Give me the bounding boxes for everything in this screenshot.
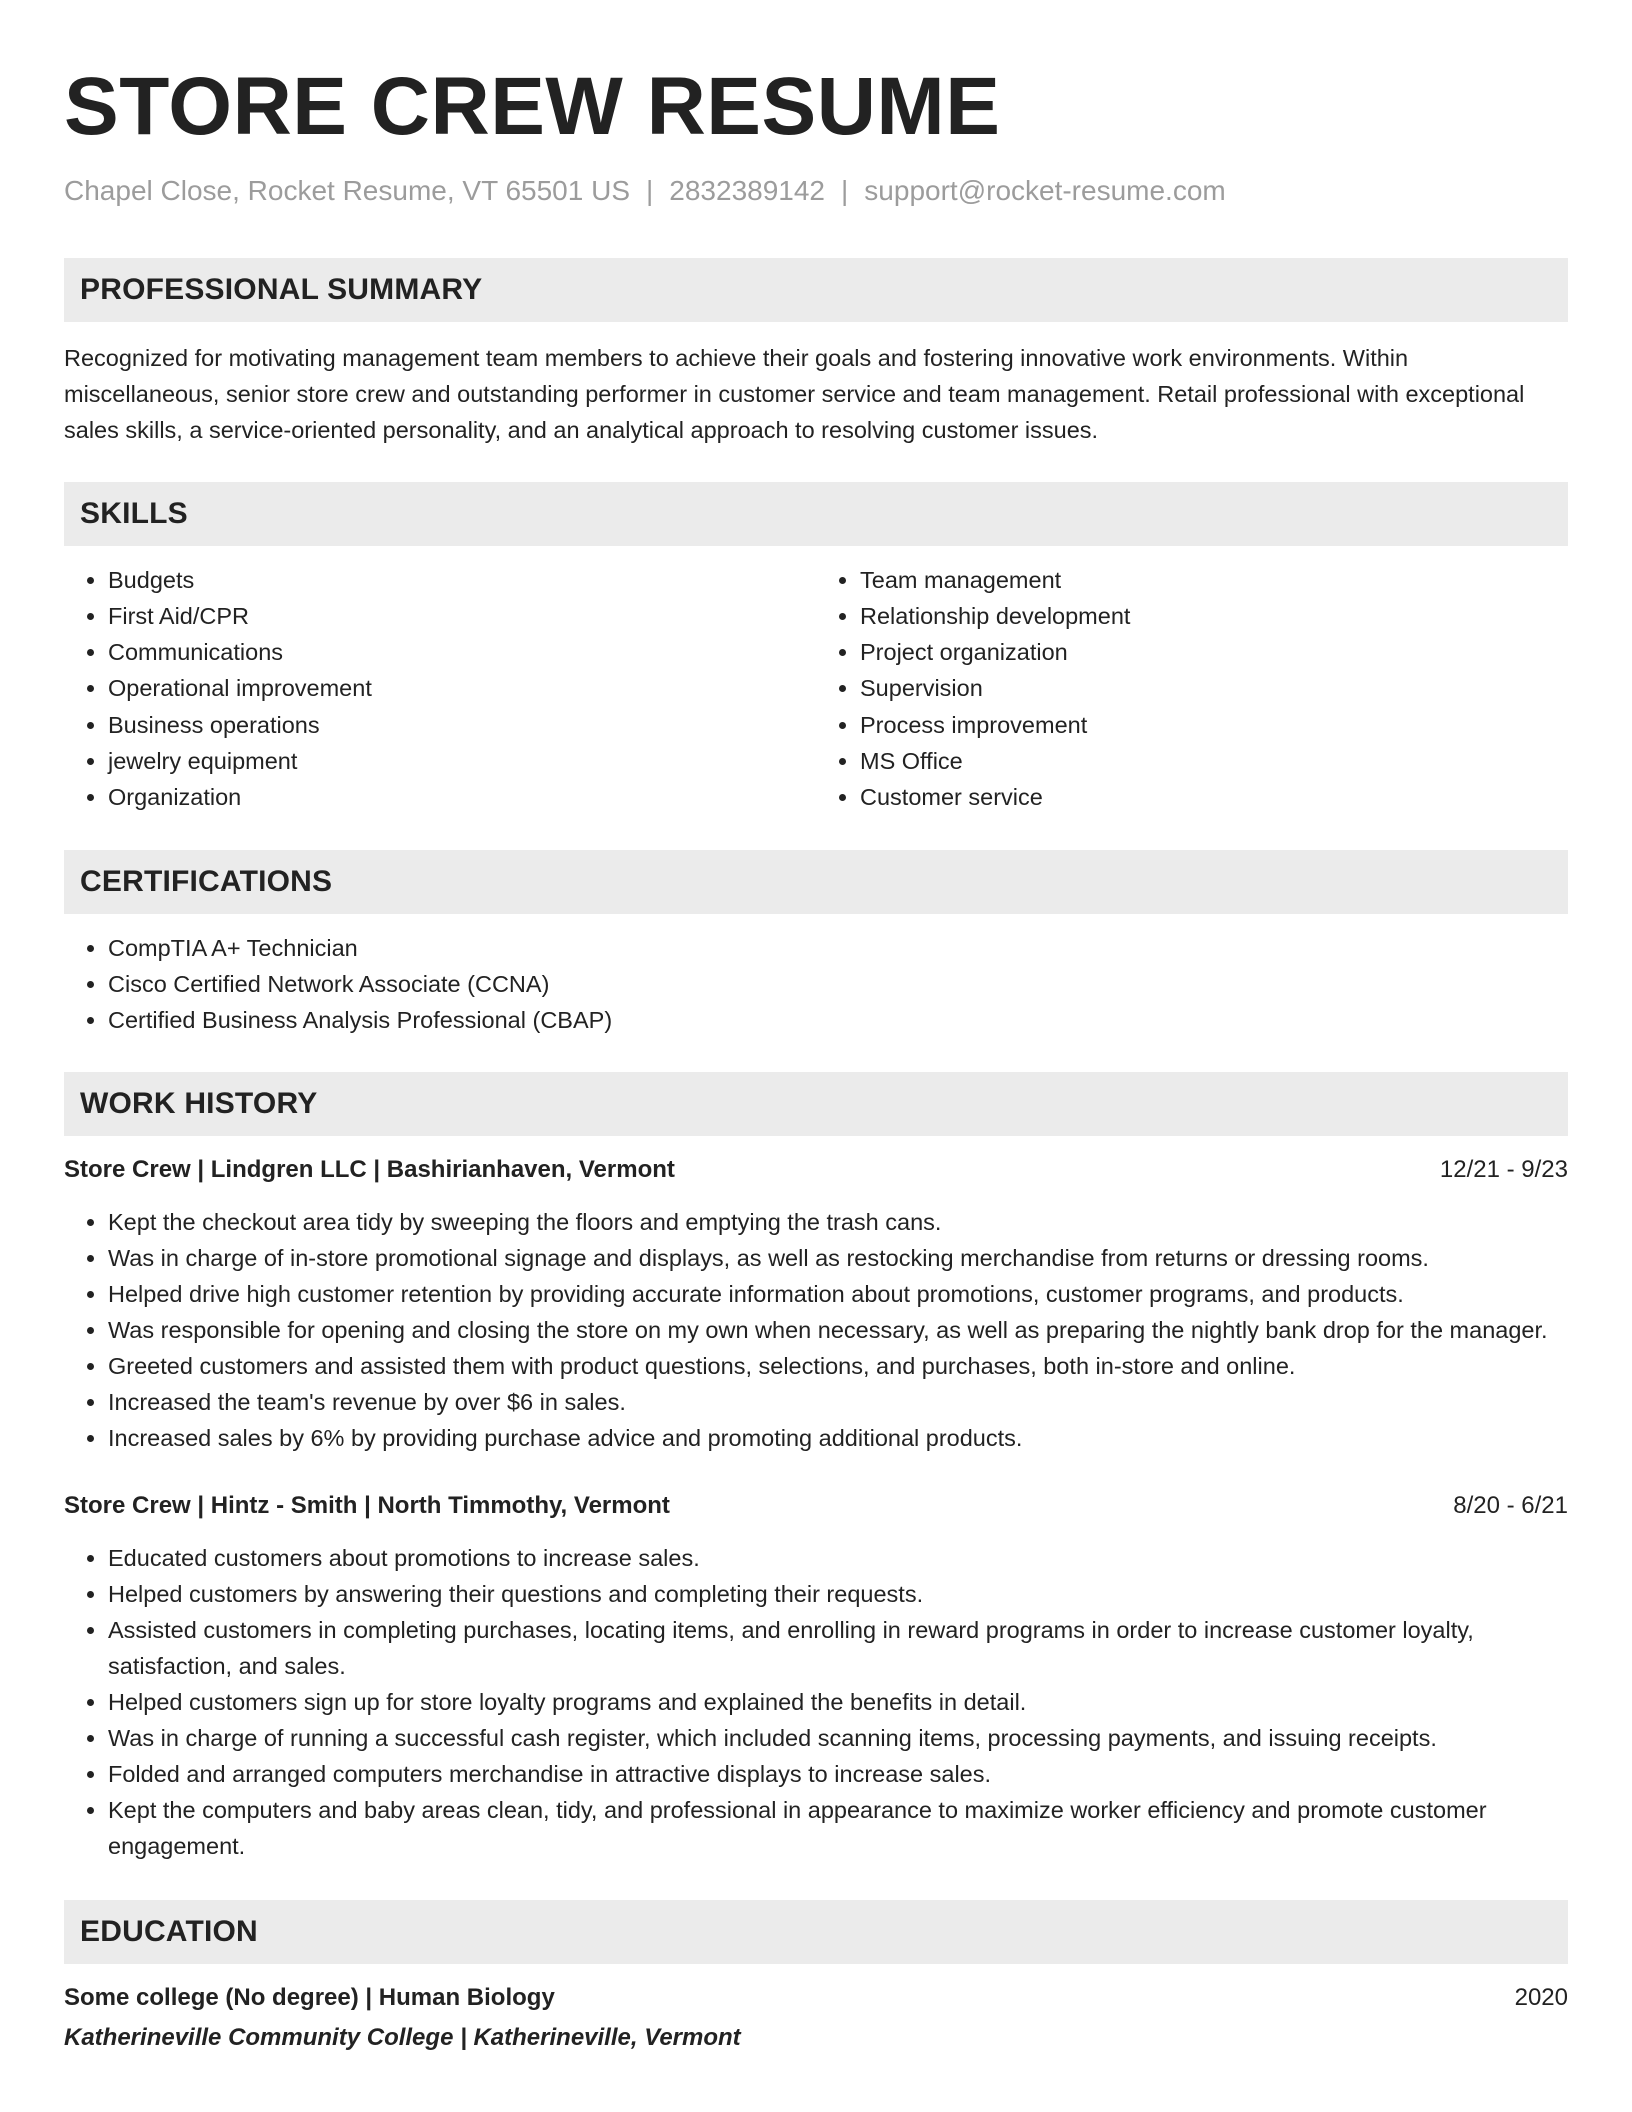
job-bullet: • Kept the checkout area tidy by sweeping the floors and emptying the trash cans.	[108, 1204, 1568, 1240]
job-bullet: • Educated customers about promotions to increase sales.	[108, 1540, 1568, 1576]
education-heading	[64, 1980, 1568, 2016]
job-bullet: • Kept the computers and baby areas clean, tidy, and professional in appearance to maximize worker efficiency and promote customer engagement.	[108, 1792, 1568, 1864]
job-bullet: • Increased the team's revenue by over $6 in sales.	[108, 1384, 1568, 1420]
certifications-list	[64, 930, 1568, 1038]
resume-title: STORE CREW RESUME	[64, 61, 1001, 152]
skill-item: • Organization	[108, 779, 816, 815]
job-bullet: • Greeted customers and assisted them with product questions, selections, and purchases, both in-store and online.	[108, 1348, 1568, 1384]
certification-item: • Certified Business Analysis Professional (CBAP)	[108, 1002, 1568, 1038]
skill-item: • First Aid/CPR	[108, 598, 816, 634]
job-bullet: • Was in charge of running a successful cash register, which included scanning items, processing payments, and issuing receipts.	[108, 1720, 1568, 1756]
skill-item: • Supervision	[860, 670, 1568, 706]
skill-item: • Budgets	[108, 562, 816, 598]
skills-column-left	[64, 562, 816, 816]
skill-item: • Communications	[108, 634, 816, 670]
job-dates: 8/20 - 6/21	[1453, 1491, 1568, 1519]
summary-text: Recognized for motivating management team members to achieve their goals and fostering innovative work environments. Within miscellaneous, senior store crew and outstanding performer in customer service and team management. Retail professional with exceptional sales skills, a service-oriented personality, and an analytical approach to resolving customer issues.	[64, 344, 1525, 443]
certification-item: • CompTIA A+ Technician	[108, 930, 1568, 966]
skill-item: • Operational improvement	[108, 670, 816, 706]
job-bullet: • Was in charge of in-store promotional signage and displays, as well as restocking merchandise from returns or dressing rooms.	[108, 1240, 1568, 1276]
skills-column-right	[816, 562, 1568, 816]
skill-item: • Project organization	[860, 634, 1568, 670]
contact-phone: 2832389142	[669, 175, 826, 206]
education-school: Katherineville Community College | Katherineville, Vermont	[64, 2023, 741, 2051]
job-bullet: • Increased sales by 6% by providing purchase advice and promoting additional products.	[108, 1420, 1568, 1456]
job-title: Store Crew | Hintz - Smith | North Timmothy, Vermont	[64, 1491, 670, 1519]
skills-grid	[64, 562, 1568, 816]
job-title: Store Crew | Lindgren LLC | Bashirianhaven, Vermont	[64, 1155, 675, 1183]
section-header-skills: SKILLS	[64, 482, 1568, 546]
job-bullet: • Folded and arranged computers merchandise in attractive displays to increase sales.	[108, 1756, 1568, 1792]
contact-address: Chapel Close, Rocket Resume, VT 65501 US	[64, 175, 630, 206]
job-bullet: • Helped customers by answering their questions and completing their requests.	[108, 1576, 1568, 1612]
job-dates: 12/21 - 9/23	[1439, 1155, 1568, 1183]
section-header-education: EDUCATION	[64, 1900, 1568, 1964]
job-bullet: • Was responsible for opening and closing the store on my own when necessary, as well as preparing the nightly bank drop for the manager.	[108, 1312, 1568, 1348]
education-year: 2020	[1514, 1983, 1568, 2011]
skill-item: • jewelry equipment	[108, 743, 816, 779]
job-bullet: • Assisted customers in completing purchases, locating items, and enrolling in reward programs in order to increase customer loyalty, satisfaction, and sales.	[108, 1612, 1568, 1684]
skill-item: • Relationship development	[860, 598, 1568, 634]
contact-line	[64, 174, 1568, 208]
section-header-certifications: CERTIFICATIONS	[64, 850, 1568, 914]
contact-email: support@rocket-resume.com	[864, 175, 1226, 206]
skill-item: • MS Office	[860, 743, 1568, 779]
certification-item: • Cisco Certified Network Associate (CCNA)	[108, 966, 1568, 1002]
skill-item: • Business operations	[108, 707, 816, 743]
job-heading	[64, 1152, 1568, 1188]
skill-item: • Process improvement	[860, 707, 1568, 743]
job-bullet: • Helped customers sign up for store loyalty programs and explained the benefits in detail.	[108, 1684, 1568, 1720]
job-bullet-list	[64, 1540, 1568, 1864]
section-header-summary: PROFESSIONAL SUMMARY	[64, 258, 1568, 322]
contact-separator: |	[841, 175, 849, 206]
education-degree: Some college (No degree) | Human Biology	[64, 1983, 555, 2011]
skill-item: • Team management	[860, 562, 1568, 598]
job-bullet-list	[64, 1204, 1568, 1456]
section-header-work-history: WORK HISTORY	[64, 1072, 1568, 1136]
job-heading	[64, 1488, 1568, 1524]
contact-separator: |	[646, 175, 654, 206]
job-bullet: • Helped drive high customer retention by providing accurate information about promotions, customer programs, and products.	[108, 1276, 1568, 1312]
skill-item: • Customer service	[860, 779, 1568, 815]
